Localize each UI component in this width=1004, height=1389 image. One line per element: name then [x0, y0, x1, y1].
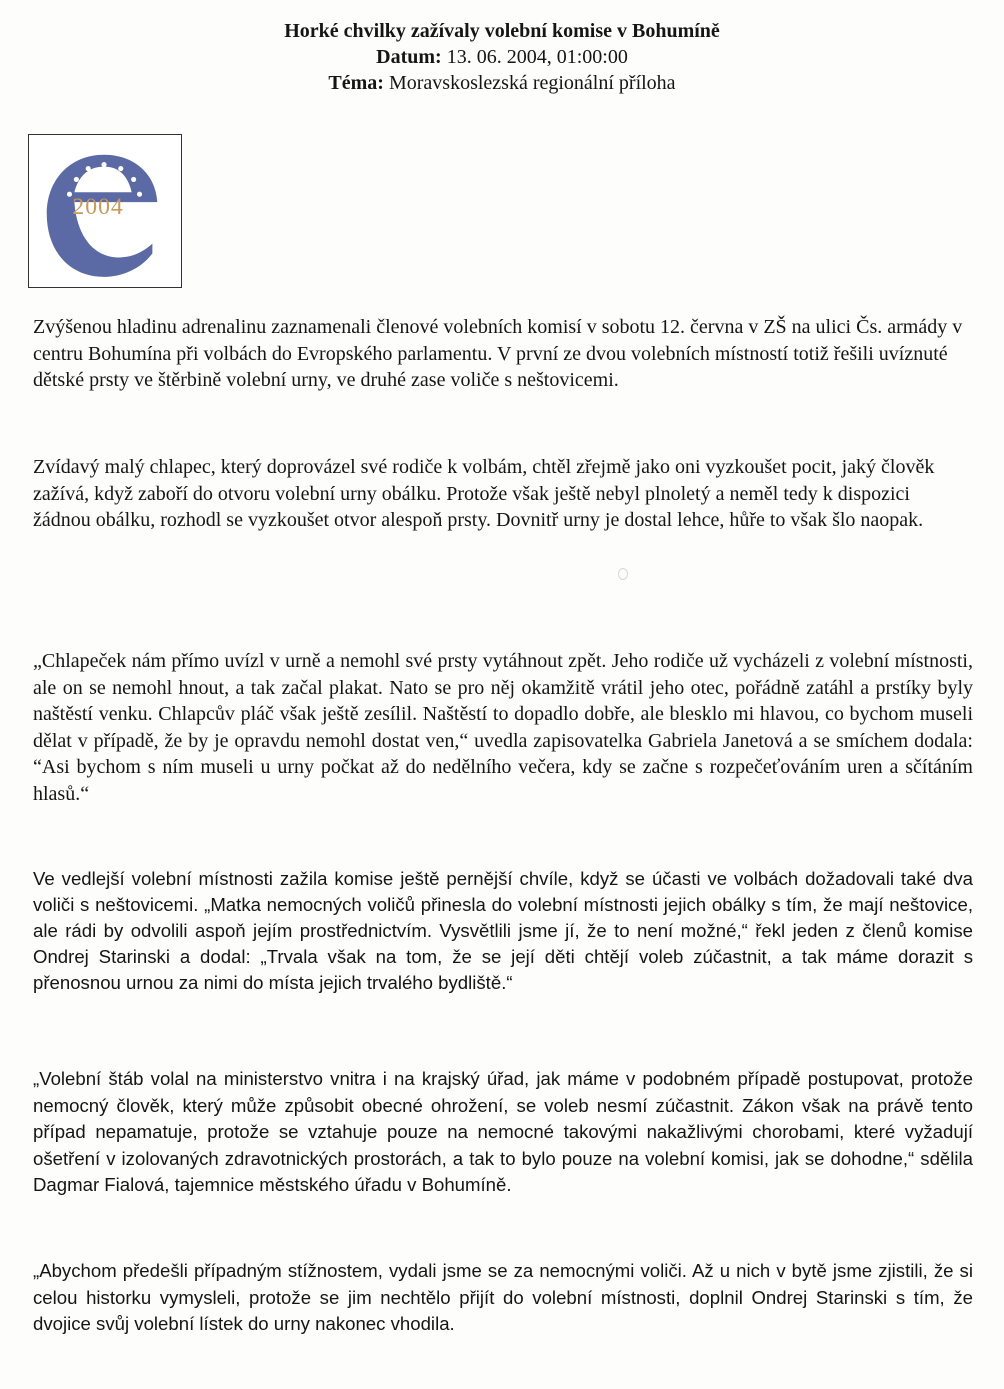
pen-mark [618, 568, 628, 580]
article-title: Horké chvilky zažívaly volební komise v Bohumíně [284, 20, 720, 42]
paragraph-6: „Abychom předešli případným stížnostem, vydali jsme se za nemocnými voliči. Až u nich v bytě jsme zjistili, že si celou historku vymysleli, protože se jim nechtělo přijít do volební místnosti, doplnil Ondrej Starinski s tím, že dvojice svůj volební lístek do urny nakonec vhodila. [33, 1260, 973, 1334]
date-value: 13. 06. 2004, 01:00:00 [446, 46, 628, 68]
topic-value: Moravskoslezská regionální příloha [388, 72, 676, 94]
topic-line [0, 70, 1004, 96]
paragraph-4: Ve vedlejší volební místnosti zažila komise ještě pernější chvíle, když se účasti ve volbách dožadovali také dva voliči s neštovicemi. „Matka nemocných voličů přinesla do volební místnosti jejich obálky s tím, že mají neštovice, ale rádi by odvolili aspoň jejím prostřednictvím. Vysvětlili jsme jí, že to není možné,“ řekl jeden z členů komise Ondrej Starinski a dodal: „Trvala však na tom, že se její děti chtějí voleb zúčastnit, a tak máme dorazit s přenosnou urnou za nimi do místa jejich trvalého bydliště.“ [33, 868, 973, 993]
logo-year: 2004 [72, 193, 124, 220]
paragraph-5: „Volební štáb volal na ministerstvo vnitra i na krajský úřad, jak máme v podobném případě postupovat, protože nemocný člověk, který může způsobit obecné ohrožení, se voleb nesmí zúčastnit. Zákon však na právě tento případ nepamatuje, protože se vztahuje pouze na nemocné takovými nakažlivými chorobami, které vyžadují ošetření v izolovaných zdravotnických prostorách, a tak to bylo pouze na volební komisi, jak se dohodne,“ sdělila Dagmar Fialová, tajemnice městského úřadu v Bohumíně. [33, 1068, 973, 1195]
paragraph-3: „Chlapeček nám přímo uvízl v urně a nemohl své prsty vytáhnout zpět. Jeho rodiče už vycházeli z volební místnosti, ale on se nemohl hnout, a tak začal plakat. Nato se pro něj okamžitě vrátil jeho otec, pořádně zatáhl a prstíky byly naštěstí venku. Chlapcův pláč však ještě zesílil. Naštěstí to dopadlo dobře, ale blesklo mi hlavou, co bychom museli dělat v případě, že by je opravdu nemohl dostat ven,“ uvedla zapisovatelka Gabriela Janetová a se smíchem dodala: “Asi bychom s ním museli u urny počkat až do nedělního večera, kdy se začne s rozpečeťováním uren a sčítáním hlasů.“ [33, 650, 973, 805]
euro-election-logo-icon [29, 135, 181, 287]
paragraph-1: Zvýšenou hladinu adrenalinu zaznamenali členové volebních komisí v sobotu 12. června v ZŠ na ulici Čs. armády v centru Bohumína při volbách do Evropského parlamentu. V první ze dvou volebních místností totiž řešili uvíznuté dětské prsty ve štěrbině volební urny, ve druhé zase voliče s neštovicemi. [33, 316, 963, 391]
date-label: Datum: [376, 46, 442, 68]
article-header [0, 18, 1004, 96]
topic-label: Téma: [328, 72, 384, 94]
paragraph-2: Zvídavý malý chlapec, který doprovázel své rodiče k volbám, chtěl zřejmě jako oni vyzkoušet pocit, jaký člověk zažívá, když zaboří do otvoru volební urny obálku. Protože však ještě nebyl plnoletý a neměl tedy k dispozici žádnou obálku, rozhodl se vyzkoušet otvor alespoň prsty. Dovnitř urny je dostal lehce, hůře to však šlo naopak. [33, 456, 935, 531]
e2004-logo [28, 134, 182, 288]
date-line [0, 44, 1004, 70]
